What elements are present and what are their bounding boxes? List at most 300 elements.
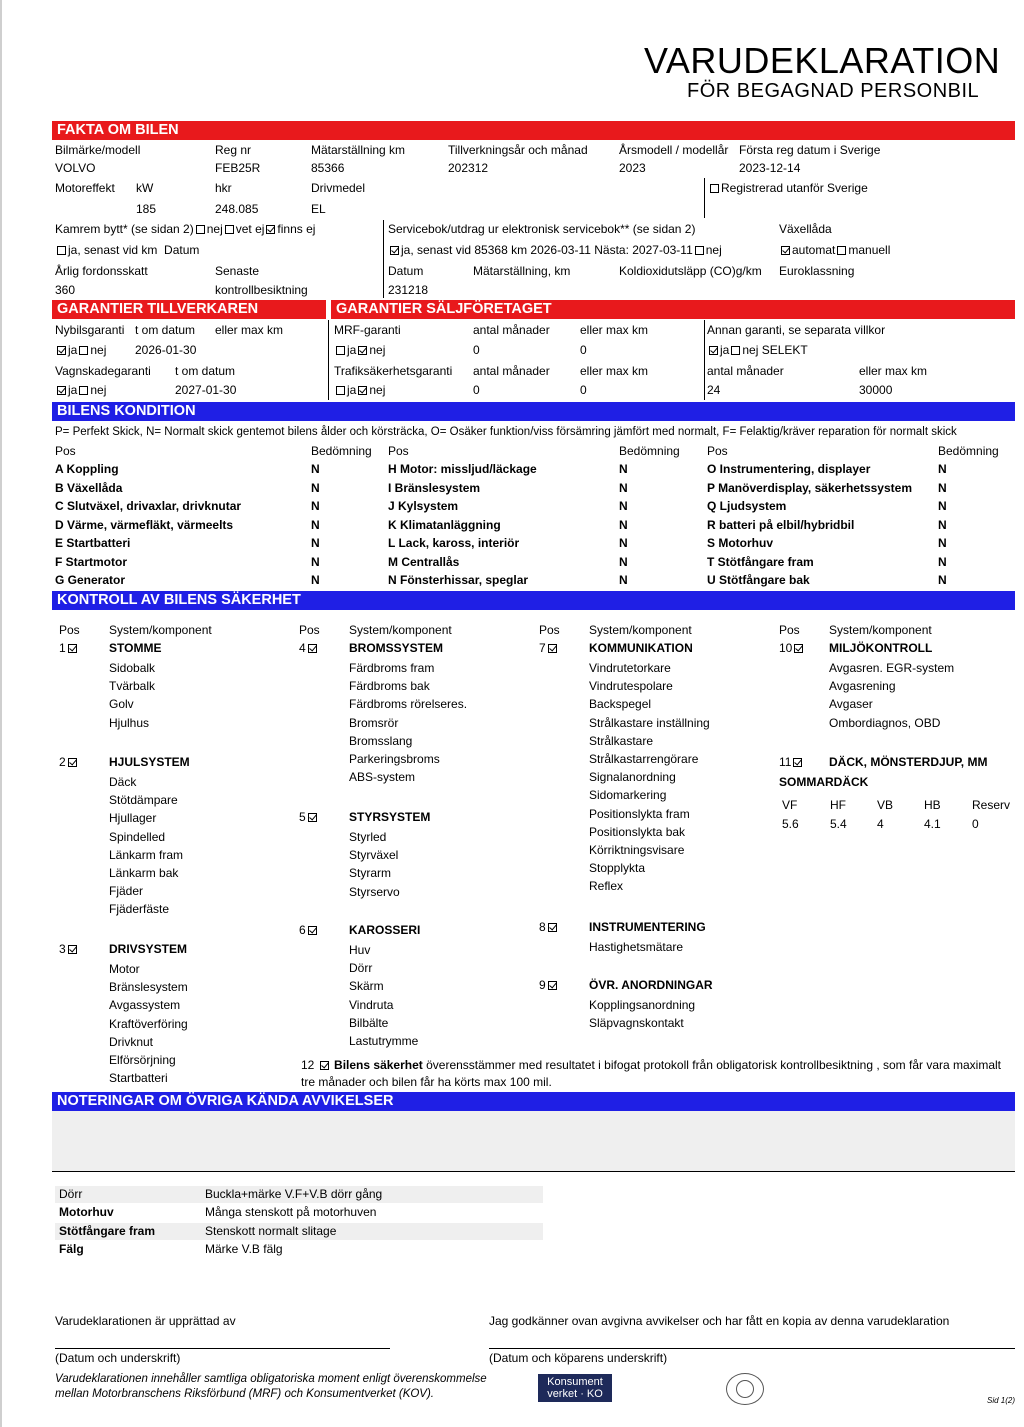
label-euro: Euroklassning — [779, 264, 855, 278]
value-year: 2023 — [619, 161, 646, 175]
safety-group-checkbox[interactable] — [548, 644, 557, 653]
safety-component: Golv — [109, 697, 134, 712]
tire-position-header: HF — [830, 798, 846, 812]
safety-group-checkbox[interactable] — [794, 644, 803, 653]
value-other-months: 24 — [707, 383, 721, 397]
value-mrf-km: 0 — [580, 343, 587, 357]
kond-rating-h3: Bedömning — [938, 444, 999, 458]
safety-component: Bränslesystem — [109, 980, 188, 995]
safety-component: Kraftöverföring — [109, 1016, 188, 1031]
safety-component: Avgasren. EGR-system — [829, 661, 955, 675]
label-service: Servicebok/utdrag ur elektronisk servicebok** (se sidan 2) — [388, 222, 696, 236]
section-garanti-salj-bar: GARANTIER SÄLJFÖRETAGET — [331, 300, 1015, 319]
safety-component: Länkarm fram — [109, 847, 184, 862]
safety-component: Länkarm bak — [109, 866, 179, 880]
condition-item-rating: N — [619, 499, 628, 513]
new-warranty-nej-checkbox[interactable] — [79, 346, 88, 355]
safety-component: Styrservo — [349, 884, 400, 899]
kond-pos-h1: Pos — [55, 444, 76, 458]
signature-left-line[interactable] — [55, 1348, 390, 1349]
label-latest: Senaste — [215, 264, 260, 278]
label-nej: nej — [90, 343, 107, 357]
footer-line2: mellan Motorbranschens Riksförbund (MRF) och Konsumentverket (KOV). — [55, 1388, 435, 1400]
condition-item-name: P Manöverdisplay, säkerhetssystem — [707, 480, 912, 495]
safety-group-checkbox[interactable] — [68, 644, 77, 653]
statement-bold: Bilens säkerhet — [334, 1058, 423, 1072]
safety-component: Backspegel — [589, 697, 652, 712]
condition-item-rating: N — [311, 499, 320, 513]
tire-position-header: Reserv — [972, 798, 1011, 812]
safety-component: Reflex — [589, 879, 624, 894]
safety-component: Drivknut — [109, 1034, 154, 1049]
label-wagon-warranty: Vagnskadegaranti — [55, 364, 151, 378]
sak-sys-h1: System/komponent — [109, 623, 212, 637]
condition-item-name: T Stötfångare fram — [707, 554, 814, 569]
value-traffic-months: 0 — [473, 383, 480, 397]
safety-group-index: 4 — [299, 641, 306, 655]
condition-item-rating: N — [311, 554, 320, 569]
note-key: Fälg — [59, 1241, 84, 1256]
signature-left-under: (Datum och underskrift) — [55, 1351, 181, 1365]
safety-component: Avgaser — [829, 697, 873, 712]
safety-component: Tvärbalk — [109, 679, 156, 694]
divider — [704, 178, 705, 218]
label-kamrem-finnsej: finns ej — [277, 222, 316, 236]
safety-group-title: KOMMUNIKATION — [589, 641, 693, 655]
section-sakerhet-bar: KONTROLL AV BILENS SÄKERHET — [52, 591, 1015, 610]
label-reg: Reg nr — [215, 143, 252, 157]
value-tax: 360 — [55, 283, 76, 297]
statement-line2: tre månader och bilen får ha körts max 100 mil. — [301, 1075, 552, 1089]
condition-item-rating: N — [938, 573, 947, 587]
statement-checkbox[interactable] — [320, 1061, 329, 1070]
label-tax: Årlig fordonsskatt — [55, 264, 148, 278]
service-ja-checkbox[interactable] — [390, 246, 399, 255]
value-inspection-date: 231218 — [388, 283, 429, 297]
new-warranty-choice — [55, 343, 106, 357]
safety-component: Signalanordning — [589, 770, 676, 785]
safety-component: Stopplykta — [589, 861, 646, 876]
condition-item-rating: N — [619, 480, 628, 495]
safety-component: Elförsörjning — [109, 1053, 176, 1067]
traffic-nej-checkbox[interactable] — [358, 386, 367, 395]
label-months1: antal månader — [473, 323, 550, 337]
safety-group-index: 11 — [779, 755, 792, 769]
label-inspection: kontrollbesiktning — [215, 283, 308, 297]
safety-component: Styrväxel — [349, 848, 399, 863]
condition-item-rating: N — [311, 573, 320, 587]
condition-item-rating: N — [311, 536, 320, 550]
safety-group-checkbox[interactable] — [308, 813, 317, 822]
label-nej: nej — [369, 383, 386, 397]
safety-group-number — [539, 978, 559, 992]
value-mrf-months: 0 — [473, 343, 480, 357]
safety-group-checkbox[interactable] — [793, 758, 802, 767]
safety-group-index: 3 — [59, 942, 66, 956]
kamrem-nej-checkbox[interactable] — [196, 225, 205, 234]
tire-depth-value: 4.1 — [924, 817, 941, 831]
gearbox-automat-checkbox[interactable] — [781, 246, 790, 255]
safety-group-title: INSTRUMENTERING — [589, 920, 706, 934]
kamrem-vetej-checkbox[interactable] — [225, 225, 234, 234]
statement-number: 12 — [301, 1058, 315, 1072]
value-hp: 248.085 — [215, 202, 259, 216]
value-reg: FEB25R — [215, 161, 261, 175]
signature-left-label: Varudeklarationen är upprättad av — [55, 1314, 236, 1328]
note-value: Buckla+märke V.F+V.B dörr gång — [205, 1187, 383, 1201]
safety-group-index: 7 — [539, 641, 546, 655]
label-other-months: antal månader — [707, 364, 784, 378]
condition-item-name: J Kylsystem — [388, 499, 459, 513]
label-kamrem-nej: nej — [206, 222, 223, 236]
safety-group-checkbox[interactable] — [548, 981, 557, 990]
condition-item-name: B Växellåda — [55, 480, 123, 495]
condition-item-rating: N — [619, 536, 628, 550]
label-automat: automat — [792, 243, 836, 257]
note-value: Stenskott normalt slitage — [205, 1223, 337, 1238]
safety-component: Färdbroms fram — [349, 661, 435, 675]
tire-position-header: VB — [877, 798, 894, 812]
label-co2: Koldioxidutsläpp (CO)g/km — [619, 264, 762, 278]
label-ja: ja — [68, 343, 78, 357]
value-other-km: 30000 — [859, 383, 893, 397]
condition-item-name: N Fönsterhissar, speglar — [388, 573, 529, 587]
condition-item-name: R batteri på elbil/hybridbil — [707, 517, 855, 532]
value-wagon-date: 2027-01-30 — [175, 383, 237, 397]
label-hp: hkr — [215, 181, 232, 195]
safety-group-title: MILJÖKONTROLL — [829, 641, 933, 655]
gearbox-manuell-checkbox[interactable] — [837, 246, 846, 255]
label-model: Bilmärke/modell — [55, 143, 141, 157]
label-months2: antal månader — [473, 364, 550, 378]
label-maxkm1: eller max km — [215, 323, 284, 337]
safety-group-number — [299, 810, 319, 824]
konsumentverket-logo — [538, 1374, 612, 1402]
tire-season: SOMMARDÄCK — [779, 775, 869, 789]
signature-right-label: Jag godkänner ovan avgivna avvikelser och har fått en kopia av denna varudeklaration — [489, 1314, 950, 1328]
tire-position-header: VF — [782, 798, 798, 812]
safety-group-checkbox[interactable] — [308, 926, 317, 935]
abroad-checkbox[interactable] — [710, 184, 719, 193]
label-firstreg: Första reg datum i Sverige — [739, 143, 881, 157]
kamrem-finnsej-checkbox[interactable] — [266, 225, 275, 234]
condition-item-name: I Bränslesystem — [388, 480, 481, 495]
divider — [328, 320, 329, 400]
signature-right-line[interactable] — [489, 1348, 1015, 1349]
page-number: Sid 1(2) — [987, 1396, 1016, 1405]
safety-component: Parkeringsbroms — [349, 752, 440, 766]
kond-rating-h2: Bedömning — [619, 444, 680, 458]
safety-component: Startbatteri — [109, 1071, 168, 1086]
mrf-ja-checkbox[interactable] — [336, 346, 345, 355]
condition-item-name: M Centrallås — [388, 554, 460, 569]
safety-component: Strålkastarrengörare — [589, 752, 699, 766]
note-key: Motorhuv — [59, 1205, 114, 1220]
safety-component: Släpvagnskontakt — [589, 1016, 684, 1031]
tire-depth-value: 0 — [972, 817, 979, 831]
condition-item-name: A Koppling — [55, 462, 119, 476]
value-odo: 85366 — [311, 161, 345, 175]
label-fuel: Drivmedel — [311, 181, 366, 195]
label-kamrem-km: ja, senast vid km — [68, 243, 158, 257]
condition-item-rating: N — [938, 480, 947, 495]
condition-item-rating: N — [938, 554, 947, 569]
safety-group-index: 2 — [59, 755, 66, 769]
mrf-seal-icon — [726, 1373, 764, 1405]
note-key: Dörr — [59, 1187, 83, 1201]
other-choice — [707, 343, 808, 357]
logo-line2: verket · KO — [547, 1388, 603, 1400]
label-kw: kW — [136, 181, 154, 195]
value-made: 202312 — [448, 161, 489, 175]
section-kondition-bar: BILENS KONDITION — [52, 402, 1015, 421]
safety-component: Körriktningsvisare — [589, 843, 685, 857]
kond-pos-h3: Pos — [707, 444, 728, 458]
safety-group-title: DÄCK, MÖNSTERDJUP, MM — [829, 755, 988, 769]
condition-item-rating: N — [619, 554, 628, 569]
traffic-ja-checkbox[interactable] — [336, 386, 345, 395]
new-warranty-ja-checkbox[interactable] — [57, 346, 66, 355]
label-tom2: t om datum — [175, 364, 236, 378]
label-gearbox: Växellåda — [779, 222, 832, 236]
kamrem-ja-row — [55, 243, 199, 257]
condition-item-rating: N — [619, 462, 628, 476]
mrf-choice — [334, 343, 385, 357]
condition-item-name: E Startbatteri — [55, 536, 131, 550]
label-abroad: Registrerad utanför Sverige — [721, 181, 868, 195]
safety-group-number — [59, 942, 79, 956]
label-made: Tillverkningsår och månad — [448, 143, 588, 157]
safety-component: Kopplingsanordning — [589, 998, 696, 1012]
wagon-warranty-nej-checkbox[interactable] — [79, 386, 88, 395]
safety-component: Strålkastare — [589, 733, 654, 748]
safety-component: Bilbälte — [349, 1015, 389, 1030]
safety-component: Huv — [349, 943, 371, 957]
safety-component: Vindrutetorkare — [589, 661, 671, 675]
condition-item-name: C Slutväxel, drivaxlar, drivknutar — [55, 499, 242, 513]
tire-depth-value: 5.4 — [830, 817, 847, 831]
safety-group-index: 10 — [779, 641, 793, 655]
safety-group-index: 5 — [299, 810, 306, 824]
condition-item-name: S Motorhuv — [707, 536, 773, 550]
label-other: Annan garanti, se separata villkor — [707, 323, 886, 337]
section-fakta-bar: FAKTA OM BILEN — [52, 121, 1015, 140]
safety-group-title: HJULSYSTEM — [109, 755, 190, 769]
safety-group-title: STOMME — [109, 641, 162, 655]
label-mrf: MRF-garanti — [334, 323, 401, 337]
safety-component: Styrarm — [349, 866, 391, 881]
safety-component: Bromsrör — [349, 715, 399, 730]
safety-component: Fjäderfäste — [109, 902, 170, 917]
safety-component: Lastutrymme — [349, 1034, 419, 1048]
label-kamrem-datum: Datum — [164, 243, 200, 257]
label-nej: nej — [742, 343, 759, 357]
condition-item-rating: N — [938, 462, 947, 476]
label-power: Motoreffekt — [55, 181, 115, 195]
safety-group-checkbox[interactable] — [68, 758, 77, 767]
condition-item-rating: N — [619, 573, 628, 587]
label-datum2: Datum — [388, 264, 424, 278]
other-ja-checkbox[interactable] — [709, 346, 718, 355]
safety-component: Fjäder — [109, 884, 144, 899]
label-ja: ja — [347, 343, 357, 357]
sak-pos-h3: Pos — [539, 623, 560, 637]
label-manuell: manuell — [848, 243, 891, 257]
safety-group-index: 1 — [59, 641, 66, 655]
safety-component: Stötdämpare — [109, 793, 178, 808]
value-other-name: SELEKT — [761, 343, 808, 357]
condition-item-name: H Motor: missljud/läckage — [388, 462, 537, 476]
wagon-warranty-ja-checkbox[interactable] — [57, 386, 66, 395]
note-value: Många stenskott på motorhuven — [205, 1205, 377, 1220]
value-model: VOLVO — [55, 161, 96, 175]
safety-group-number — [779, 641, 805, 655]
safety-component: Motor — [109, 962, 140, 976]
safety-component: Vindruta — [349, 997, 394, 1012]
label-traffic: Trafiksäkerhetsgaranti — [334, 364, 453, 378]
condition-item-rating: N — [311, 517, 320, 532]
condition-item-name: U Stötfångare bak — [707, 573, 810, 587]
label-maxkm3: eller max km — [580, 364, 649, 378]
label-ja: ja — [720, 343, 730, 357]
divider — [383, 220, 384, 298]
safety-group-number — [299, 923, 319, 937]
sak-pos-h2: Pos — [299, 623, 320, 637]
safety-component: Hjullager — [109, 811, 157, 826]
safety-component: Sidobalk — [109, 661, 156, 675]
label-ja: ja — [347, 383, 357, 397]
abroad-checkbox-row[interactable] — [708, 181, 868, 195]
wagon-warranty-choice — [55, 383, 106, 397]
condition-item-name: Q Ljudsystem — [707, 499, 787, 513]
safety-component: Färdbroms rörelseres. — [349, 697, 468, 712]
logo-line1: Konsument — [547, 1376, 603, 1388]
label-odo2: Mätarställning, km — [473, 264, 571, 278]
label-maxkm2: eller max km — [580, 323, 649, 337]
safety-component: Ombordiagnos, OBD — [829, 715, 941, 730]
sak-sys-h4: System/komponent — [829, 623, 932, 637]
gearbox-row — [779, 243, 890, 257]
doc-title: VARUDEKLARATION — [644, 40, 1001, 81]
notes-divider — [52, 1171, 1015, 1172]
mrf-nej-checkbox[interactable] — [358, 346, 367, 355]
section-garanti-tillv-bar: GARANTIER TILLVERKAREN — [52, 300, 326, 319]
value-fuel: EL — [311, 202, 326, 216]
safety-group-number — [779, 755, 804, 769]
safety-component: Strålkastare inställning — [589, 715, 710, 730]
safety-group-number — [299, 641, 319, 655]
traffic-choice — [334, 383, 385, 397]
tire-position-header: HB — [924, 798, 941, 812]
safety-group-index: 6 — [299, 923, 306, 937]
service-ja-row — [388, 243, 722, 257]
sak-sys-h3: System/komponent — [589, 623, 692, 637]
tire-depth-value: 4 — [877, 817, 884, 831]
safety-group-number — [539, 920, 559, 934]
footer-line1: Varudeklarationen innehåller samtliga obligatoriska moment enligt överenskommelse — [55, 1373, 487, 1385]
safety-component: Vindrutespolare — [589, 679, 673, 694]
label-new-warranty: Nybilsgaranti — [55, 323, 125, 337]
condition-item-name: G Generator — [55, 573, 126, 587]
kamrem-row — [55, 222, 315, 236]
condition-item-name: K Klimatanläggning — [388, 517, 501, 532]
condition-item-rating: N — [938, 517, 947, 532]
safety-component: Positionslykta bak — [589, 824, 686, 839]
value-firstreg: 2023-12-14 — [739, 161, 801, 175]
label-nej: nej — [90, 383, 107, 397]
label-ja: ja — [68, 383, 78, 397]
statement-rest: överensstämmer med resultatet i bifogat protokoll från obligatorisk kontrollbesiktning , som får vara maximalt — [426, 1058, 1002, 1072]
safety-component: Sidomarkering — [589, 788, 667, 803]
safety-group-title: ÖVR. ANORDNINGAR — [589, 978, 713, 992]
condition-item-name: L Lack, kaross, interiör — [388, 536, 520, 550]
sak-sys-h2: System/komponent — [349, 623, 452, 637]
safety-component: Hastighetsmätare — [589, 940, 684, 954]
safety-component: Styrled — [349, 830, 387, 844]
tire-depth-value: 5.6 — [782, 817, 799, 831]
condition-item-name: F Startmotor — [55, 554, 127, 569]
service-detail: ja, senast vid 85368 km 2026-03-11 Nästa: 2027-03-11 — [401, 243, 693, 257]
safety-group-title: STYRSYSTEM — [349, 810, 431, 824]
safety-component: Spindelled — [109, 829, 166, 844]
safety-group-checkbox[interactable] — [548, 923, 557, 932]
safety-group-index: 8 — [539, 920, 546, 934]
label-kamrem: Kamrem bytt* (se sidan 2) — [55, 222, 194, 236]
safety-group-title: DRIVSYSTEM — [109, 942, 188, 956]
label-year: Årsmodell / modellår — [619, 143, 729, 157]
note-value: Märke V.B fälg — [205, 1241, 283, 1256]
notes-area[interactable] — [52, 1111, 1015, 1171]
condition-item-rating: N — [938, 536, 947, 550]
condition-item-rating: N — [311, 462, 320, 476]
condition-item-name: O Instrumentering, displayer — [707, 462, 871, 476]
label-nej: nej — [369, 343, 386, 357]
signature-right-under: (Datum och köparens underskrift) — [489, 1351, 668, 1365]
label-other-km: eller max km — [859, 364, 928, 378]
safety-component: Avgasrening — [829, 679, 896, 694]
condition-item-rating: N — [311, 480, 320, 495]
kamrem-ja-checkbox[interactable] — [57, 246, 66, 255]
safety-component: Färdbroms bak — [349, 679, 430, 694]
service-nej-checkbox[interactable] — [695, 246, 704, 255]
divider — [704, 320, 705, 400]
note-key: Stötfångare fram — [59, 1223, 156, 1238]
condition-item-name: D Värme, värmefläkt, värmeelts — [55, 517, 234, 532]
safety-component: Hjulhus — [109, 715, 150, 730]
safety-group-checkbox[interactable] — [68, 945, 77, 954]
doc-subtitle: FÖR BEGAGNAD PERSONBIL — [687, 80, 980, 102]
safety-group-index: 9 — [539, 978, 546, 992]
safety-group-checkbox[interactable] — [308, 644, 317, 653]
safety-group-title: BROMSSYSTEM — [349, 641, 444, 655]
condition-item-rating: N — [938, 499, 947, 513]
safety-group-number — [59, 641, 79, 655]
value-traffic-km: 0 — [580, 383, 587, 397]
label-tom1: t om datum — [135, 323, 196, 337]
safety-statement — [301, 1058, 1001, 1072]
condition-item-rating: N — [619, 517, 628, 532]
label-service-nej: nej — [705, 243, 722, 257]
safety-component: Positionslykta fram — [589, 806, 690, 821]
safety-component: Däck — [109, 775, 137, 789]
kondition-legend: P= Perfekt Skick, N= Normalt skick gentemot bilens ålder och körsträcka, O= Osäker funktion/viss försämring jämfört med normalt, F= Felaktig/kräver reparation för normalt skick — [55, 426, 957, 438]
kond-rating-h1: Bedömning — [311, 444, 372, 458]
safety-group-title: KAROSSERI — [349, 923, 421, 937]
safety-component: Bromsslang — [349, 733, 413, 748]
label-kamrem-vetej: vet ej — [235, 222, 265, 236]
safety-component: Avgassystem — [109, 998, 181, 1013]
other-nej-checkbox[interactable] — [731, 346, 740, 355]
